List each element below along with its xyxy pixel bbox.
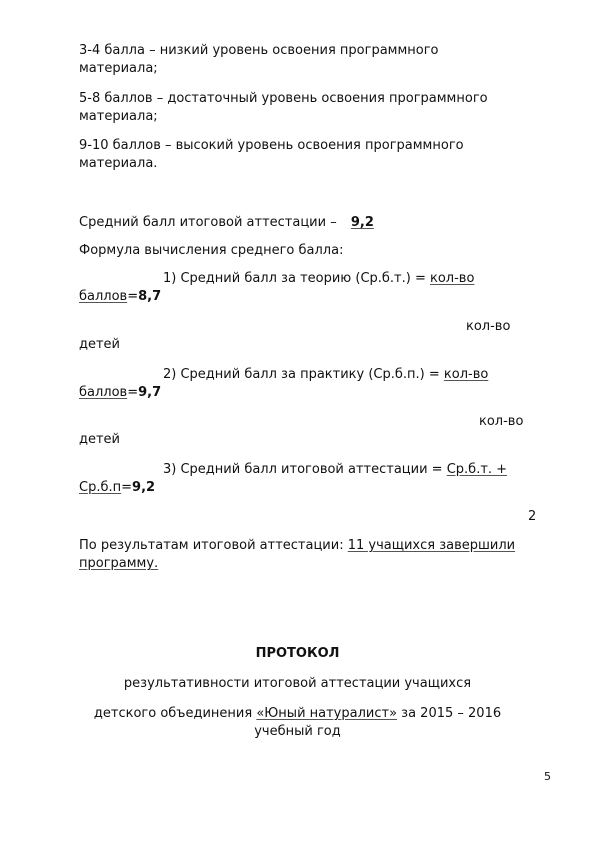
grade-mid-line2: материала;	[79, 109, 158, 124]
grade-low-line2: материала;	[79, 61, 158, 76]
formula-2-denominator-a: кол-во	[479, 414, 524, 429]
protocol-association-suffix: за 2015 – 2016	[397, 706, 502, 721]
formula-3-line2	[79, 479, 155, 496]
formula-1-denominator-b: детей	[79, 337, 121, 352]
formula-3-denominator: 2	[528, 509, 537, 524]
formula-1-line	[163, 270, 474, 287]
conclusion-underlined-a: 11 учащихся завершили	[347, 538, 516, 553]
formula-1-denominator-a: кол-во	[466, 319, 511, 334]
conclusion-prefix: По результатам итоговой аттестации:	[79, 538, 348, 553]
formula-2-line2	[79, 384, 161, 401]
formula-2-line	[163, 366, 488, 383]
formula-2-denominator-b: детей	[79, 432, 121, 447]
formula-2-equals: =	[127, 385, 139, 400]
formula-heading: Формула вычисления среднего балла:	[79, 243, 344, 258]
protocol-title: ПРОТОКОЛ	[255, 646, 340, 661]
formula-1-prefix: 1) Средний балл за теорию (Ср.б.т.) =	[163, 271, 430, 286]
average-score-line	[79, 214, 374, 231]
page-number: 5	[544, 770, 551, 783]
grade-high-line2: материала.	[79, 156, 158, 171]
formula-3-equals: =	[121, 480, 133, 495]
formula-2-numerator-b: баллов	[79, 385, 128, 400]
formula-1-line2	[79, 288, 161, 305]
formula-2-prefix: 2) Средний балл за практику (Ср.б.п.) =	[163, 367, 444, 382]
conclusion-line1	[79, 537, 515, 554]
formula-1-equals: =	[127, 289, 139, 304]
formula-3-numerator-b: Ср.б.п	[79, 480, 122, 495]
formula-3-line	[163, 461, 507, 478]
protocol-subtitle: результативности итоговой аттестации учащихся	[123, 676, 472, 691]
formula-2-result: 9,7	[138, 385, 162, 400]
grade-mid-line1: 5-8 баллов – достаточный уровень освоения программного	[79, 91, 488, 106]
protocol-association-name: «Юный натуралист»	[256, 706, 398, 721]
formula-3-prefix: 3) Средний балл итоговой аттестации =	[163, 462, 447, 477]
formula-3-result: 9,2	[132, 480, 156, 495]
formula-1-numerator-a: кол-во	[429, 271, 475, 286]
conclusion-underlined-b: программу.	[79, 556, 159, 571]
formula-1-result: 8,7	[138, 289, 162, 304]
average-score-label: Средний балл итоговой аттестации –	[79, 215, 337, 230]
formula-2-numerator-a: кол-во	[443, 367, 489, 382]
protocol-association-prefix: детского объединения	[93, 706, 257, 721]
grade-low-line1: 3-4 балла – низкий уровень освоения программного	[79, 43, 439, 58]
grade-high-line1: 9-10 баллов – высокий уровень освоения программного	[79, 138, 464, 153]
conclusion-line2	[79, 555, 158, 572]
formula-3-numerator-a: Ср.б.т. +	[446, 462, 508, 477]
average-score-value: 9,2	[350, 215, 374, 230]
protocol-association-line	[0, 705, 595, 722]
formula-1-numerator-b: баллов	[79, 289, 128, 304]
protocol-year-line: учебный год	[254, 724, 341, 739]
